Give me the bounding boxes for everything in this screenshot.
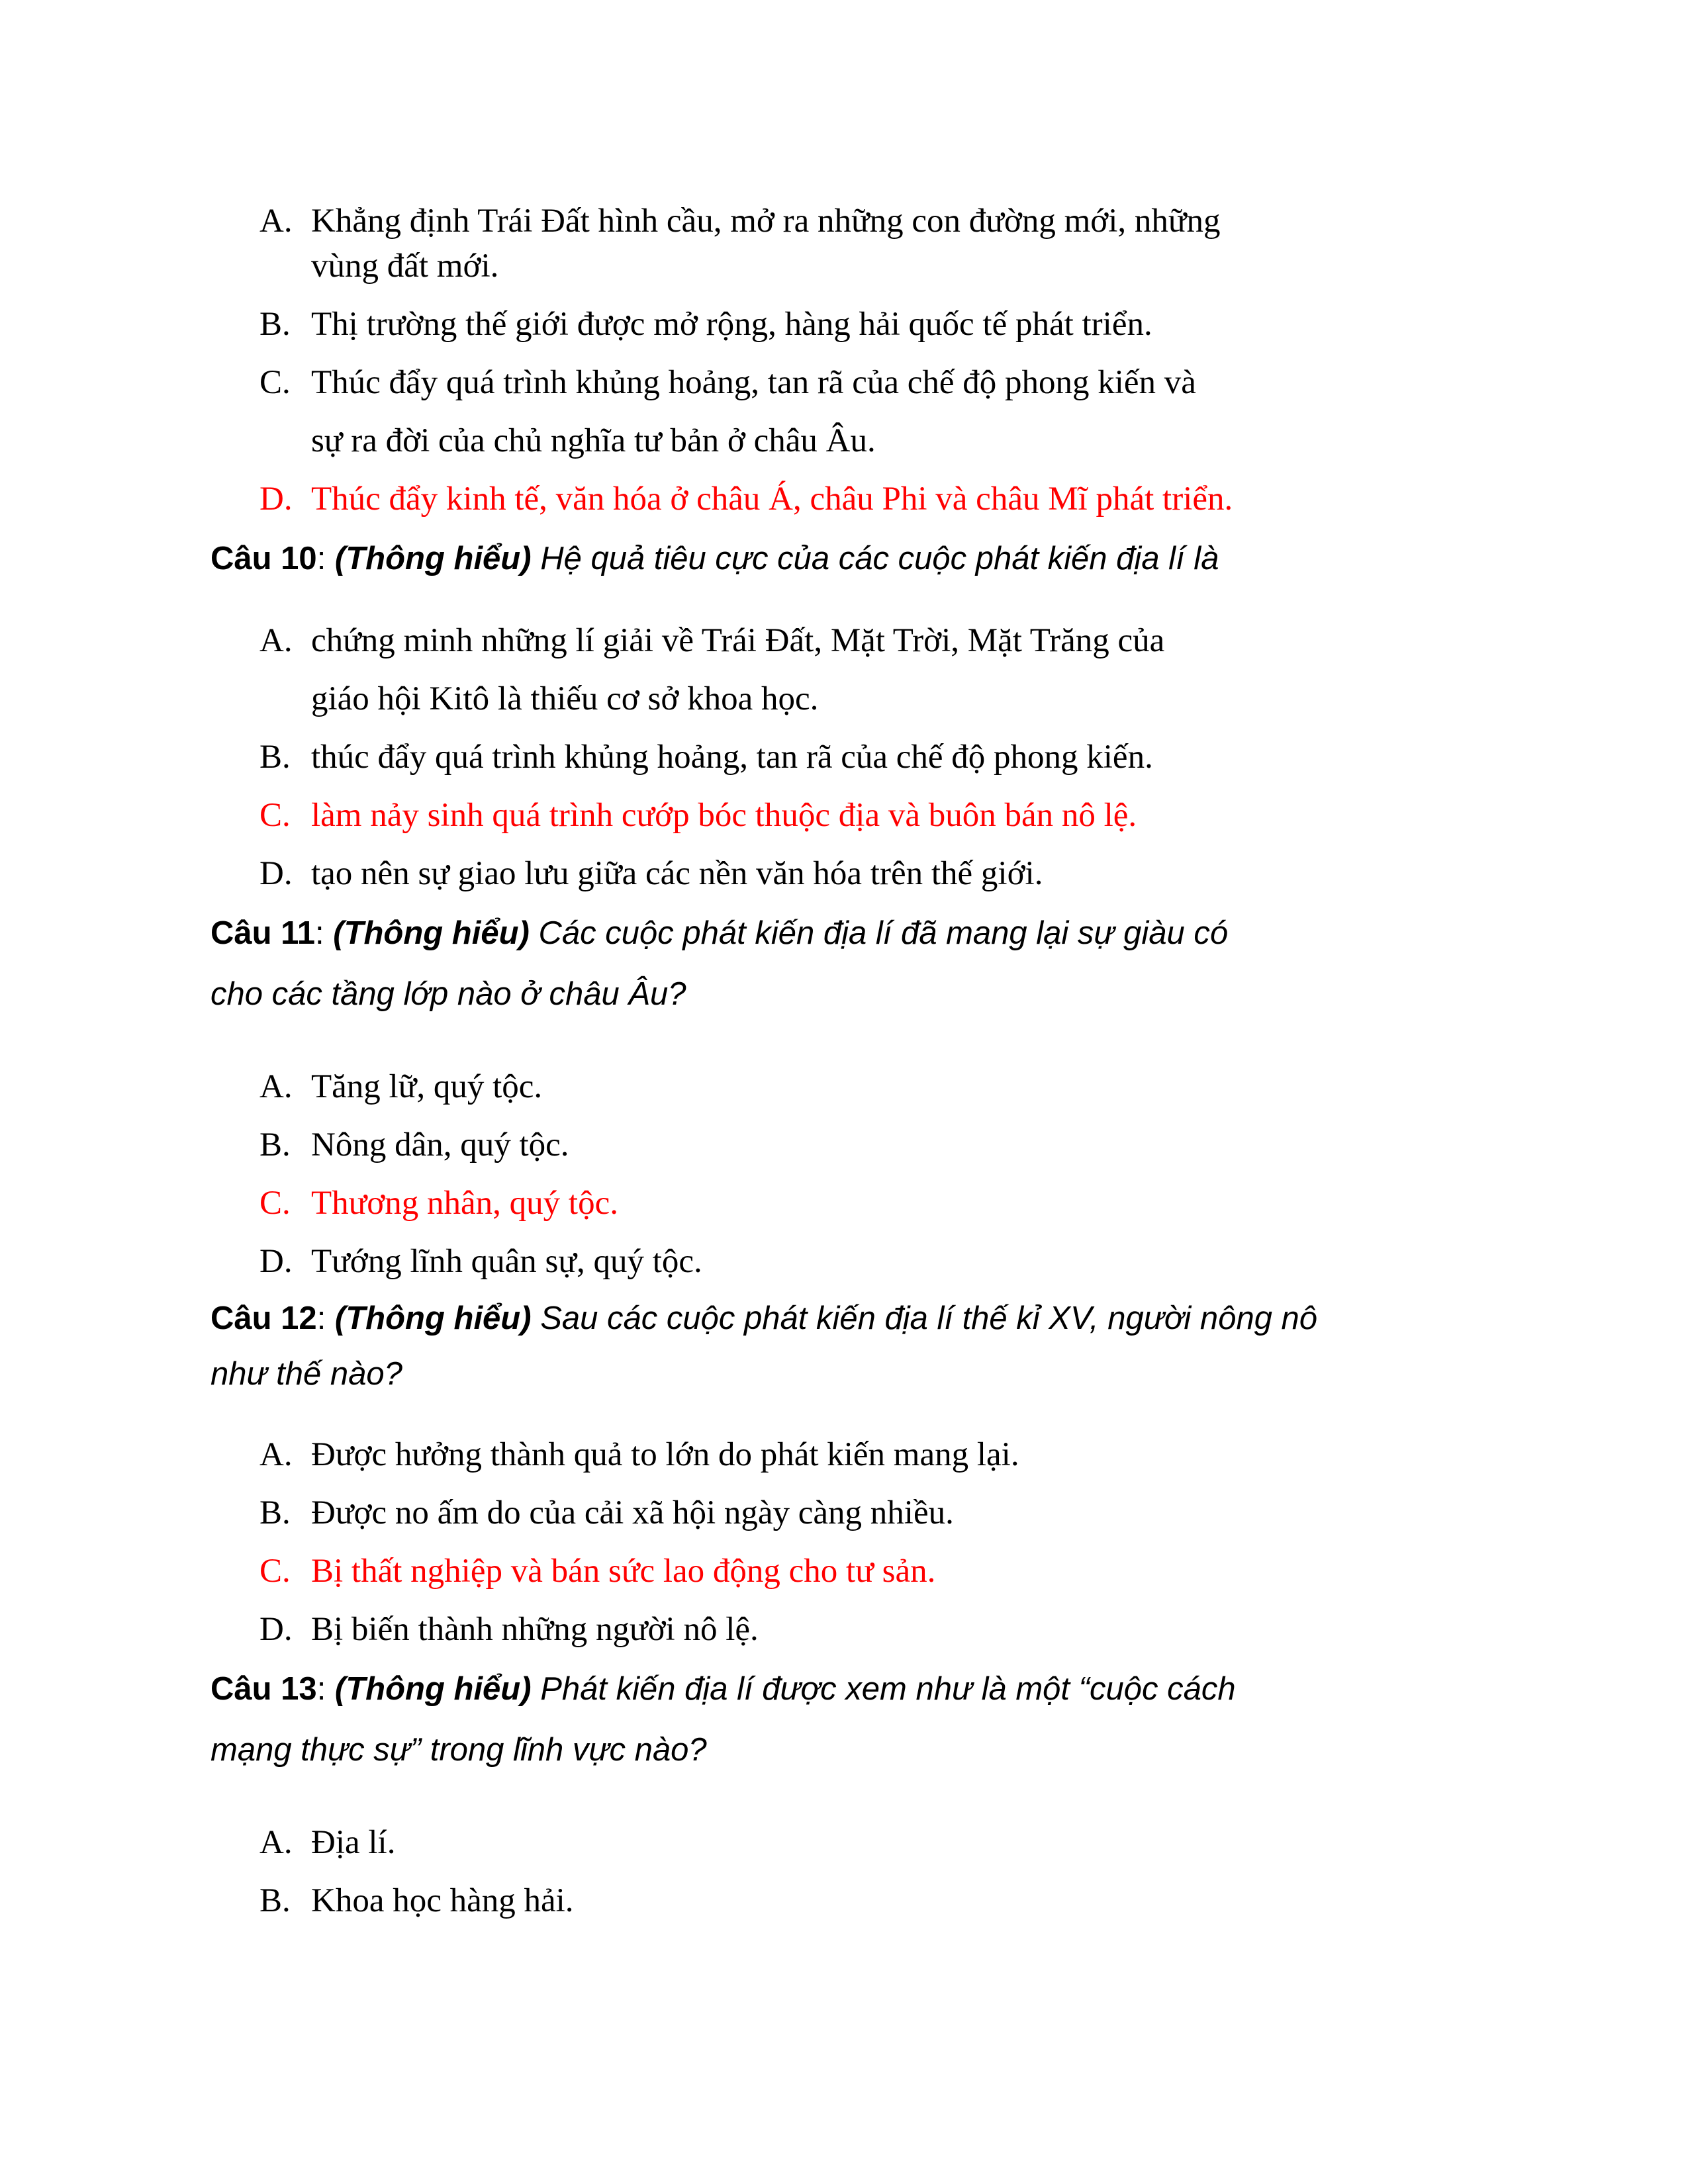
option-text: Thương nhân, quý tộc. bbox=[311, 1185, 618, 1222]
option-letter: A. bbox=[259, 622, 293, 659]
question-stem: Các cuộc phát kiến địa lí đã mang lại sự giàu có bbox=[538, 915, 1229, 951]
question-10: Câu 10: (Thông hiểu) Hệ quả tiêu cực của các cuộc phát kiến địa lí là bbox=[211, 541, 1219, 576]
question-stem-line2: như thế nào? bbox=[211, 1356, 402, 1392]
option-text: Khoa học hàng hải. bbox=[311, 1882, 574, 1919]
option-letter: C. bbox=[259, 1185, 291, 1222]
question-stem-line2: mạng thực sự” trong lĩnh vực nào? bbox=[211, 1732, 707, 1768]
question-stem: Phát kiến địa lí được xem như là một “cuộc cách bbox=[540, 1671, 1236, 1707]
question-13: Câu 13: (Thông hiểu) Phát kiến địa lí được xem như là một “cuộc cách mạng thực sự” trong lĩnh vực nào? bbox=[211, 1659, 1236, 1780]
question-stem: Hệ quả tiêu cực của các cuộc phát kiến địa lí là bbox=[540, 541, 1219, 576]
option-text-line2: giáo hội Kitô là thiếu cơ sở khoa học. bbox=[311, 680, 819, 717]
option-text: Nông dân, quý tộc. bbox=[311, 1126, 569, 1163]
option-letter: B. bbox=[259, 1494, 291, 1531]
option-text: Bị biến thành những người nô lệ. bbox=[311, 1611, 759, 1648]
option-letter: A. bbox=[259, 1824, 293, 1861]
option-text-line2: sự ra đời của chủ nghĩa tư bản ở châu Âu. bbox=[311, 422, 876, 459]
question-level: (Thông hiểu) bbox=[334, 541, 532, 576]
question-number: Câu 10 bbox=[211, 541, 317, 576]
option-letter: D. bbox=[259, 855, 293, 892]
option-letter: B. bbox=[259, 739, 291, 776]
option-text: Thúc đẩy kinh tế, văn hóa ở châu Á, châu Phi và châu Mĩ phát triển. bbox=[311, 480, 1233, 518]
option-letter: C. bbox=[259, 797, 291, 834]
option-text: Tăng lữ, quý tộc. bbox=[311, 1068, 543, 1105]
option-letter: A. bbox=[259, 203, 293, 240]
question-stem-line2: cho các tầng lớp nào ở châu Âu? bbox=[211, 976, 686, 1012]
question-11: Câu 11: (Thông hiểu) Các cuộc phát kiến địa lí đã mang lại sự giàu có cho các tầng lớp nào ở châu Âu? bbox=[211, 903, 1228, 1024]
option-letter: B. bbox=[259, 1882, 291, 1919]
question-level: (Thông hiểu) bbox=[334, 1300, 532, 1336]
option-text: Thị trường thế giới được mở rộng, hàng hải quốc tế phát triển. bbox=[311, 306, 1152, 343]
option-letter: B. bbox=[259, 1126, 291, 1163]
question-number: Câu 11 bbox=[211, 915, 315, 951]
option-text: Tướng lĩnh quân sự, quý tộc. bbox=[311, 1243, 702, 1280]
option-letter: D. bbox=[259, 1611, 293, 1648]
question-level: (Thông hiểu) bbox=[333, 915, 530, 951]
question-level: (Thông hiểu) bbox=[334, 1671, 532, 1707]
option-text: tạo nên sự giao lưu giữa các nền văn hóa trên thế giới. bbox=[311, 855, 1043, 892]
option-text: Địa lí. bbox=[311, 1824, 396, 1861]
option-letter: B. bbox=[259, 306, 291, 343]
option-text: Bị thất nghiệp và bán sức lao động cho tư sản. bbox=[311, 1553, 936, 1590]
question-stem: Sau các cuộc phát kiến địa lí thế kỉ XV, người nông nô bbox=[540, 1300, 1318, 1336]
option-letter: A. bbox=[259, 1068, 293, 1105]
option-text: chứng minh những lí giải về Trái Đất, Mặt Trời, Mặt Trăng của bbox=[311, 622, 1165, 659]
option-letter: A. bbox=[259, 1436, 293, 1473]
option-letter: D. bbox=[259, 1243, 293, 1280]
option-text: Được hưởng thành quả to lớn do phát kiến mang lại. bbox=[311, 1436, 1019, 1473]
option-text: thúc đẩy quá trình khủng hoảng, tan rã của chế độ phong kiến. bbox=[311, 739, 1153, 776]
question-number: Câu 12 bbox=[211, 1300, 317, 1336]
option-text: làm nảy sinh quá trình cướp bóc thuộc địa và buôn bán nô lệ. bbox=[311, 797, 1137, 834]
option-text: Khẳng định Trái Đất hình cầu, mở ra những con đường mới, những bbox=[311, 203, 1221, 240]
option-text: Thúc đẩy quá trình khủng hoảng, tan rã của chế độ phong kiến và bbox=[311, 364, 1196, 401]
option-letter: D. bbox=[259, 480, 293, 518]
question-12: Câu 12: (Thông hiểu) Sau các cuộc phát kiến địa lí thế kỉ XV, người nông nô như thế nào? bbox=[211, 1291, 1317, 1402]
option-letter: C. bbox=[259, 364, 291, 401]
option-letter: C. bbox=[259, 1553, 291, 1590]
option-text-line2: vùng đất mới. bbox=[311, 248, 499, 285]
option-text: Được no ấm do của cải xã hội ngày càng nhiều. bbox=[311, 1494, 954, 1531]
question-number: Câu 13 bbox=[211, 1671, 317, 1707]
